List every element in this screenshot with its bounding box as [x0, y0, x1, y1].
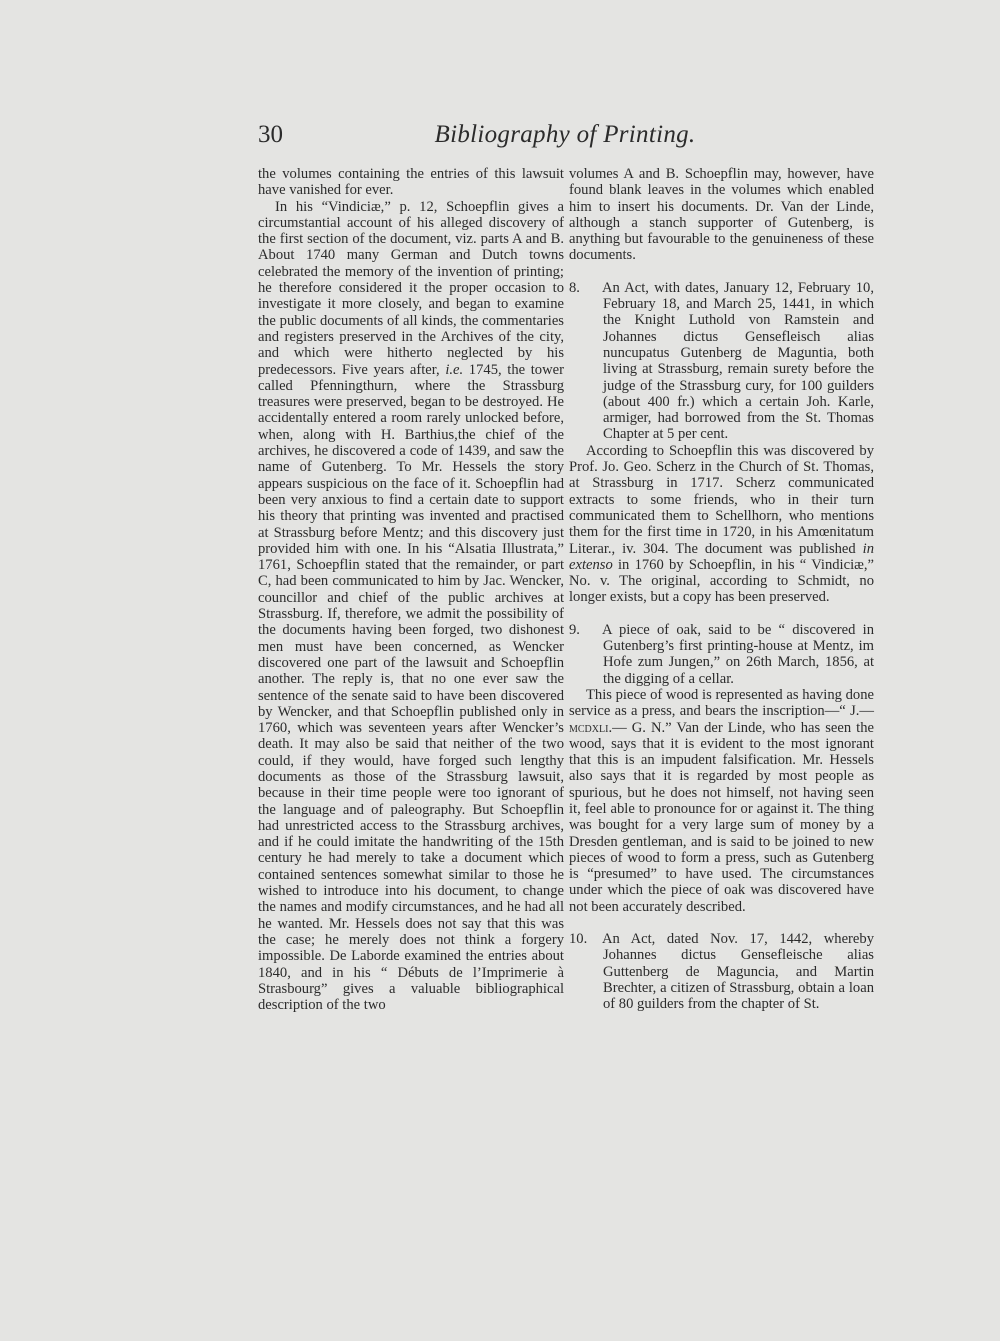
- running-title: Bibliography of Printing.: [434, 121, 696, 148]
- page-number: 30: [258, 121, 283, 148]
- paragraph-continued: the volumes containing the entries of this lawsuit have vanished for ever.: [258, 166, 564, 199]
- paragraph-vindiciae: [258, 199, 564, 1014]
- page-header: [258, 120, 872, 150]
- text-run: 1745, the tower called Pfenningthurn, where the Strassburg treasures were preserved, began to be destroyed. He accidentally entered a room rarely unlocked before, when, along with H. Barthius,the chief of the archives, he discovered a code of 1439, and saw the name of Gutenberg. To Mr. Hessels the story appears suspicious on the face of it. Schoepflin had been very anxious to find a certain date to support his theory that printing was invented and practised at Strassburg before Mentz; and this discovery just provided him with one. In his “Alsatia Illustrata,” 1761, Schoepflin stated that the remainder, or part C, had been communicated to him by Jac. Wencker, councillor and chief of the public archives at Strassburg. If, therefore, we admit the possibility of the documents having been forged, two dishonest men must have been concerned, as Wencker discovered one part of the lawsuit and Schoepflin another. The reply is, that no one ever saw the sentence of the senate said to have been discovered by Wencker, and that Schoepflin published only in 1760, which was seventeen years after Wencker’s death. It may also be said that neither of the two could, if they would, have forged such lengthy documents as those of the Strassburg lawsuit, because in their time people were too ignorant of the language and of paleography. But Schoepflin had unrestricted access to the Strassburg archives, and if he could imitate the handwriting of the 15th century he had merely to take a document which contained sentences somewhat similar to those he wished to introduce into his document, to change the names and modify circumstances, and he had all he wanted. Mr. Hessels does not say that this was the case; he merely does not think a forgery impossible. De Laborde examined the entries about 1840, and in his “ Débuts de l’Imprimerie à Strasbourg” gives a valuable bibliographical description of the two: [258, 361, 564, 1014]
- text-run: in 1760 by Schoepflin, in his “ Vindiciæ,” No. v. The original, according to Schmidt, no longer exists, but a copy has been preserved.: [569, 556, 874, 606]
- text-run: According to Schoepflin this was discovered by Prof. Jo. Geo. Scherz in the Church of St. Thomas, at Strassburg in 1717. Scherz communicated extracts to some friends, who in their turn communicated them to Schellhorn, who mentions them for the first time in 1720, in his Amœnitatum Literar., iv. 304. The document was published: [569, 442, 874, 557]
- entry-text: A piece of oak, said to be “ discovered in Gutenberg’s first printing-house at Mentz, im Hofe zum Jungen,” on 26th March, 1856, at the digging of a cellar.: [602, 621, 874, 687]
- italic-ie: i.e.: [445, 361, 464, 378]
- text-run: .— G. N.” Van der Linde, who has seen the wood, says that it is evident to the most ignorant that this is an impudent falsification. Mr. Hessels also says that it is regarded by most people as spurious, but he does not himself, not having seen it, feel able to pronounce for or against it. The thing was bought for a very large sum of money by a Dresden gentleman, and is said to be joined to new pieces of wood to form a press, such as Gutenberg is “presumed” to have used. The circumstances under which the piece of oak was discovered have not been accurately described.: [569, 719, 874, 915]
- text-run: This piece of wood is represented as having done service as a press, and bears the inscription—“ J.—: [569, 686, 874, 720]
- numbered-entry-8: [569, 280, 874, 443]
- entry-number: 9.: [569, 621, 580, 638]
- entry-text: An Act, with dates, January 12, February 10, February 18, and March 25, 1441, in which the Knight Luthold von Ramstein and Johannes dictus Gensefleisch alias nuncupatus Gutenberg de Maguntia, both living at Strassburg, remain surety before the judge of the Strassburg cury, for 100 guilders (about 400 fr.) which a certain Joh. Karle, armiger, had borrowed from the St. Thomas Chapter at 5 per cent.: [602, 279, 874, 443]
- numbered-entry-9: [569, 622, 874, 687]
- paragraph-piece-of-wood: [569, 687, 874, 915]
- left-column: [258, 166, 564, 1013]
- paragraph-according: [569, 443, 874, 606]
- paragraph-volumes: volumes A and B. Schoepflin may, however, have found blank leaves in the volumes which enabled him to insert his documents. Dr. Van der Linde, although a stanch supporter of Gutenberg, is anything but favourable to the genuineness of these documents.: [569, 166, 874, 264]
- right-column: [569, 166, 874, 1013]
- entry-number: 10.: [569, 931, 588, 948]
- italic-extenso: in extenso: [569, 540, 874, 573]
- small-caps-date: mcdxli: [569, 719, 609, 736]
- text-run: In his “Vindiciæ,” p. 12, Schoepflin gives a circumstantial account of his alleged discovery of the first section of the document, viz. parts A and B. About 1740 many German and Dutch towns celebrated the memory of the invention of printing; he therefore considered it the proper occasion to investigate it more closely, and began to examine the public documents of all kinds, the commentaries and registers preserved in the Archives of the city, and which were hitherto neglected by his predecessors. Five years after,: [258, 198, 564, 378]
- entry-number: 8.: [569, 279, 580, 296]
- numbered-entry-10: [569, 931, 874, 1012]
- entry-text: An Act, dated Nov. 17, 1442, whereby Johannes dictus Gensefleische alias Guttenberg de Maguncia, and Martin Brechter, a citizen of Strassburg, obtain a loan of 80 guilders from the chapter of St.: [602, 931, 874, 1013]
